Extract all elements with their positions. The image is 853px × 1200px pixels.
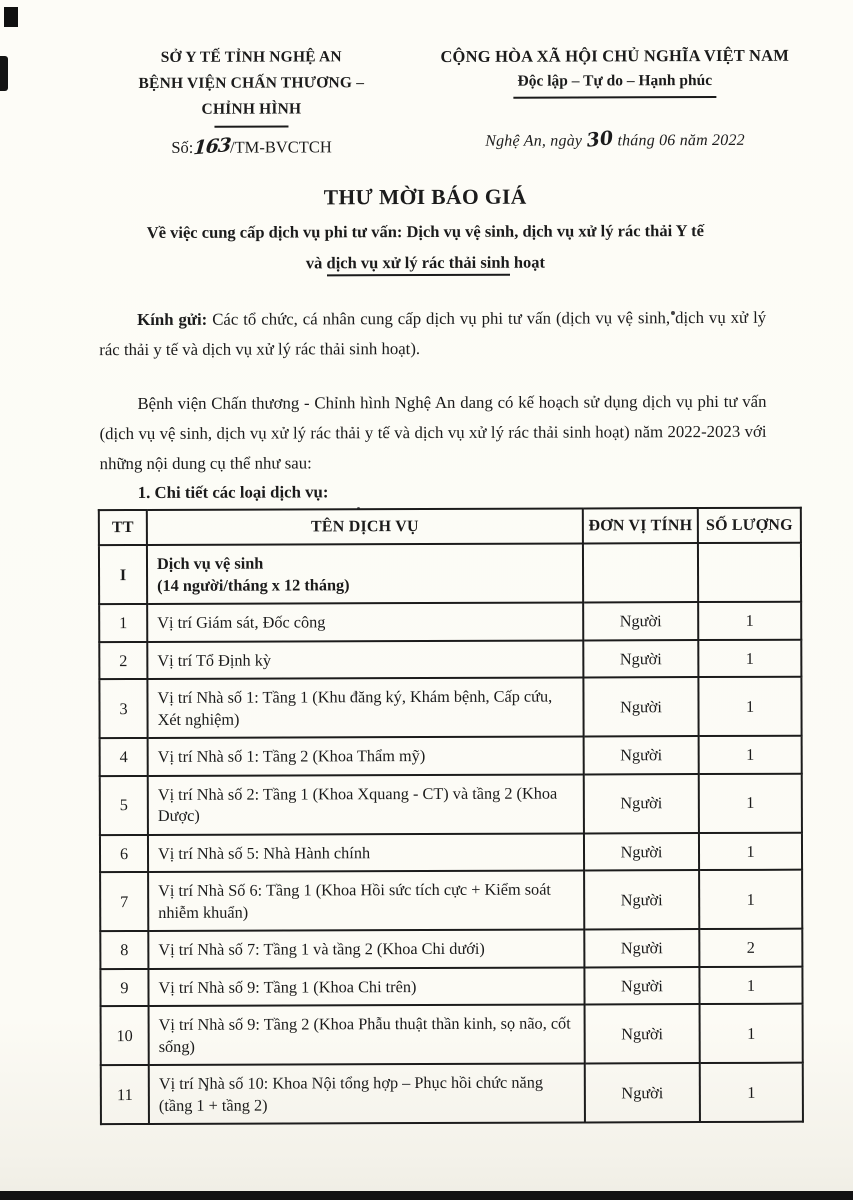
cell-tt: 6 (100, 835, 148, 873)
table-row (101, 1063, 803, 1124)
cell-unit: Người (584, 774, 699, 833)
cell-quantity: 1 (698, 639, 801, 677)
col-header-name: TÊN DỊCH VỤ (147, 508, 583, 545)
table-row (101, 1004, 803, 1065)
section-heading: 1. Chi tiết các loại dịch vụ: (137, 482, 329, 503)
org-name-line2: CHỈNH HÌNH (201, 100, 302, 118)
cell-unit: Người (585, 1063, 700, 1122)
cell-tt: 4 (100, 738, 148, 776)
document-number-suffix: /TM-BVCTCH (229, 137, 332, 157)
service-name-line: Vị trí Nhà số 5: Nhà Hành chính (157, 842, 371, 863)
cell-service-name (149, 1005, 585, 1066)
cell-service-name (149, 1064, 585, 1125)
service-name-line: Vị trí Nhà số 2: Tầng 1 (Khoa Xquang - CT) và tầng 2 (Khoa Dược) (157, 783, 558, 826)
cell-quantity: 1 (698, 602, 801, 640)
org-name-line1: BỆNH VIỆN CHẤN THƯƠNG – (138, 74, 365, 93)
col-header-unit: ĐƠN VỊ TÍNH (583, 508, 698, 544)
org-parent-name: SỞ Y TẾ TỈNH NGHỆ AN (160, 48, 342, 66)
cell-unit: Người (583, 677, 698, 736)
services-table-body (99, 543, 803, 1124)
cell-tt: 9 (100, 969, 148, 1007)
cell-tt: 10 (101, 1006, 149, 1065)
cell-quantity: 1 (699, 870, 802, 929)
services-table-head (99, 508, 801, 546)
cell-quantity: 1 (699, 966, 802, 1004)
cell-quantity: 1 (700, 1004, 803, 1063)
cell-unit: Người (585, 1004, 700, 1063)
cell-quantity: 1 (699, 832, 802, 870)
cell-service-name (148, 833, 584, 872)
cell-unit: Người (584, 929, 699, 967)
cell-service-name (148, 774, 584, 835)
subtitle-line2-pre: và (305, 253, 327, 273)
table-row (100, 773, 802, 834)
date-prefix: Nghệ An, ngày (485, 132, 583, 150)
table-row (100, 929, 802, 969)
document-number-handwritten: 163 (192, 134, 232, 160)
document-number (87, 135, 417, 158)
document-body (0, 303, 853, 504)
cell-quantity: 1 (698, 677, 801, 736)
service-name-line: Vị trí Nhà số 1: Tầng 1 (Khu đăng ký, Khám bệnh, Cấp cứu, Xét nghiệm) (157, 686, 553, 729)
col-header-qty: SỐ LƯỢNG (698, 508, 801, 543)
cell-tt: 7 (100, 872, 148, 931)
cell-service-name (148, 967, 584, 1006)
table-row (99, 677, 801, 738)
service-name-line: Vị trí Nhà số 9: Tầng 2 (Khoa Phẫu thuật thần kinh, sọ não, cốt sống) (158, 1013, 571, 1056)
service-name-line: Vị trí Nhà số 1: Tầng 2 (Khoa Thẩm mỹ) (157, 746, 426, 767)
national-title: CỘNG HÒA XÃ HỘI CHỦ NGHĨA VIỆT NAM (440, 45, 790, 66)
national-motto: Độc lập – Tự do – Hạnh phúc (513, 69, 716, 99)
cell-unit: Người (584, 736, 699, 774)
service-name-line: Dịch vụ vệ sinh (156, 553, 264, 574)
salutation-lead: Kính gửi: (137, 309, 208, 330)
service-name-line: Vị trí Giám sát, Đốc công (157, 612, 326, 633)
subtitle-line2-underlined: dịch vụ xử lý rác thải sinh (326, 253, 509, 277)
cell-quantity: 1 (699, 736, 802, 774)
cell-quantity: 1 (700, 1063, 803, 1122)
org-name-underline (214, 125, 288, 127)
cell-tt: 8 (100, 931, 148, 969)
cell-unit: Người (584, 870, 699, 929)
table-row (100, 870, 802, 931)
cell-unit: Người (584, 833, 699, 871)
cell-tt: 2 (99, 642, 147, 680)
cell-tt: 5 (100, 776, 148, 835)
subtitle-line1: Về việc cung cấp dịch vụ phi tư vấn: Dịch vụ vệ sinh, dịch vụ xử lý rác thải Y tế (146, 221, 704, 242)
service-name-line: Vị trí Tổ Định kỳ (157, 650, 272, 670)
cell-service-name (147, 640, 583, 679)
service-name-line: Vị trí Nhà số 10: Khoa Nội tổng hợp – Phục hồi chức năng (tầng 1 + tầng 2) (158, 1072, 544, 1115)
cell-tt: 11 (101, 1065, 149, 1124)
salutation-text: Các tổ chức, cá nhân cung cấp dịch vụ phi tư vấn (dịch vụ vệ sinh, dịch vụ xử lý rác thải y tế và dịch vụ xử lý rác thải sinh hoạt). (99, 307, 767, 360)
table-row (99, 602, 801, 642)
issuing-org-block (86, 44, 416, 158)
table-row (100, 832, 802, 872)
cell-service-name (148, 930, 584, 969)
paragraph-salutation (99, 303, 766, 365)
subtitle-line2-post: hoạt (509, 252, 546, 272)
cell-quantity: 1 (699, 773, 802, 832)
date-day-handwritten: 30 (585, 127, 615, 152)
cell-unit: Người (583, 640, 698, 678)
cell-unit (583, 543, 698, 602)
table-row (100, 736, 802, 776)
services-table (98, 507, 804, 1126)
service-name-line2: (14 người/tháng x 12 tháng) (157, 574, 350, 595)
scan-artifact-bottom-edge (0, 1191, 853, 1200)
cell-tt: 3 (99, 679, 147, 738)
cell-service-name (147, 544, 583, 605)
cell-unit: Người (583, 602, 698, 640)
cell-service-name (148, 737, 584, 776)
table-row (99, 543, 801, 604)
service-name-line: Vị trí Nhà số 7: Tầng 1 và tầng 2 (Khoa Chi dưới) (158, 938, 485, 960)
cell-tt: 1 (99, 604, 147, 642)
cell-service-name (147, 603, 583, 642)
cell-quantity (698, 543, 801, 602)
document-number-label: Số: (171, 137, 194, 157)
document-subtitle (0, 215, 852, 280)
table-row (100, 966, 802, 1006)
cell-tt: I (99, 545, 147, 604)
cell-service-name (147, 678, 583, 739)
table-row (99, 639, 801, 679)
header-row (99, 508, 801, 546)
document-header (0, 0, 852, 158)
document-title: THƯ MỜI BÁO GIÁ (323, 184, 527, 210)
place-dateline (428, 128, 801, 151)
cell-quantity: 2 (699, 929, 802, 967)
service-name-line: Vị trí Nhà số 9: Tầng 1 (Khoa Chi trên) (158, 976, 417, 997)
service-name-line: Vị trí Nhà Số 6: Tầng 1 (Khoa Hồi sức tích cực + Kiểm soát nhiễm khuẩn) (158, 879, 551, 922)
national-header-block (416, 43, 801, 157)
col-header-tt: TT (99, 510, 147, 545)
cell-service-name (148, 871, 584, 932)
paragraph-intro: Bệnh viện Chấn thương - Chỉnh hình Nghệ An dang có kế hoạch sử dụng dịch vụ phi tư vấn (dịch vụ vệ sinh, dịch vụ xử lý rác thải y tế và dịch vụ xử lý rác thải sinh hoạt) năm 2022-2023 với những nội dung cụ thể như sau: (99, 391, 767, 474)
cell-unit: Người (584, 967, 699, 1005)
date-suffix: tháng 06 năm 2022 (617, 131, 745, 150)
